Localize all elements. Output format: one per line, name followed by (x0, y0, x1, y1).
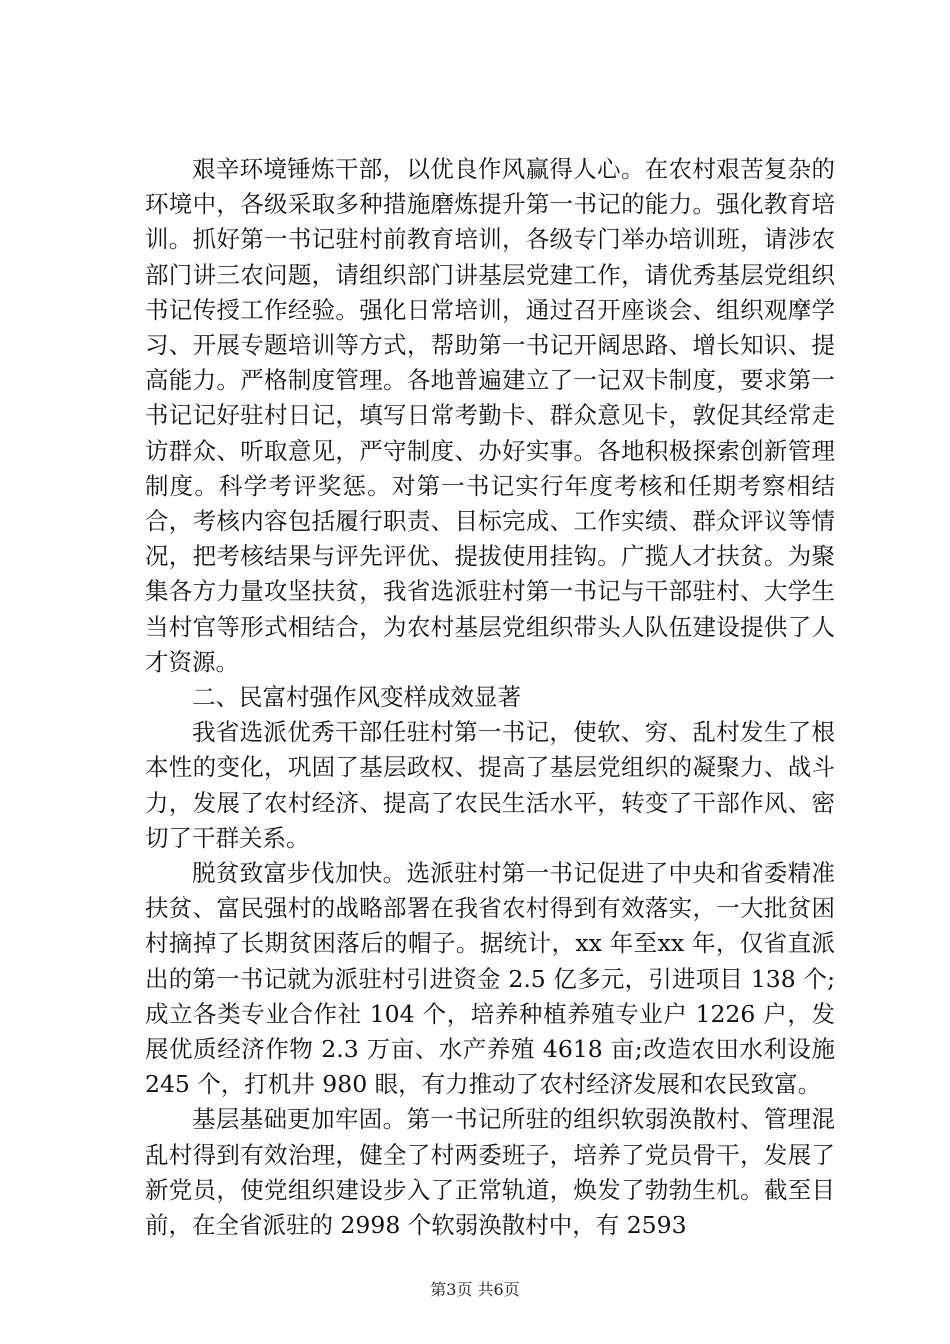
document-body (145, 152, 835, 1243)
paragraph-training: 艰辛环境锤炼干部，以优良作风赢得人心。在农村艰苦复杂的环境中，各级采取多种措施磨炼提升第一书记的能力。强化教育培训。抓好第一书记驻村前教育培训，各级专门举办培训班，请涉农部门讲三农问题，请组织部门讲基层党建工作，请优秀基层党组织书记传授工作经验。强化日常培训，通过召开座谈会、组织观摩学习、开展专题培训等方式，帮助第一书记开阔思路、增长知识、提高能力。严格制度管理。各地普遍建立了一记双卡制度，要求第一书记记好驻村日记，填写日常考勤卡、群众意见卡，敦促其经常走访群众、听取意见，严守制度、办好实事。各地积极探索创新管理制度。科学考评奖惩。对第一书记实行年度考核和任期考察相结合，考核内容包括履行职责、目标完成、工作实绩、群众评议等情况，把考核结果与评先评优、提拔使用挂钩。广揽人才扶贫。为聚集各方力量攻坚扶贫，我省选派驻村第一书记与干部驻村、大学生当村官等形式相结合，为农村基层党组织带头人队伍建设提供了人才资源。 (145, 155, 835, 676)
paragraph-poverty-relief: 脱贫致富步伐加快。选派驻村第一书记促进了中央和省委精准扶贫、富民强村的战略部署在我省农村得到有效落实，一大批贫困村摘掉了长期贫困落后的帽子。据统计，xx 年至xx 年，仅省直派出的第一书记就为派驻村引进资金 2.5 亿多元，引进项目 138 个;成立各类专业合作社 104 个，培养种植养殖专业户 1226 户，发展优质经济作物 2.3 万亩、水产养殖 4618 亩;改造农田水利设施 245 个，打机井 980 眼，有力推动了农村经济发展和农民致富。 (145, 859, 835, 1099)
section-heading: 二、民富村强作风变样成效显著 (192, 683, 521, 712)
page-number-footer: 第3页 共6页 (430, 1280, 520, 1299)
paragraph-grassroots: 基层基础更加牢固。第一书记所驻的组织软弱涣散村、管理混乱村得到有效治理，健全了村两委班子，培养了党员骨干，发展了新党员，使党组织建设步入了正常轨道，焕发了勃勃生机。截至目前，在全省派驻的 2998 个软弱涣散村中，有 2593 (145, 1105, 835, 1240)
paragraph-overview: 我省选派优秀干部任驻村第一书记，使软、穷、乱村发生了根本性的变化，巩固了基层政权、提高了基层党组织的凝聚力、战斗力，发展了农村经济、提高了农民生活水平，转变了干部作风、密切了干群关系。 (145, 718, 835, 852)
